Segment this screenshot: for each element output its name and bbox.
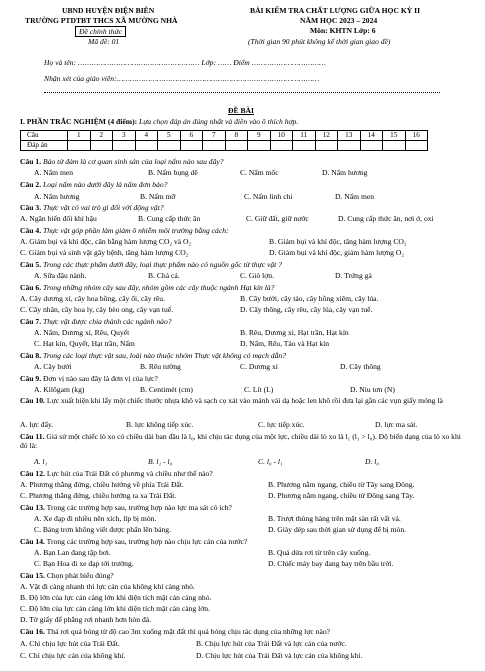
q9-option-c[interactable]: C. Lít (L) [244, 385, 274, 394]
question-13: Câu 13. Trong các trường hợp sau, trường hợp nào lực ma sát có ích? [20, 503, 232, 512]
question-14: Câu 14. Trong các trường hợp sau, trường hợp nào chịu lực cản của nước? [20, 537, 248, 546]
q1-option-c[interactable]: C. Nấm mốc [240, 168, 279, 177]
q16-option-d[interactable]: D. Chịu lực hút của Trái Đất và lực cản của không khí. [196, 651, 363, 660]
question-6: Câu 6. Trong những nhóm cây sau đây, nhóm gồm các cây thuộc ngành Hạt kín là? [20, 283, 275, 292]
question-number-cell: 4 [135, 131, 158, 141]
q7-option-d[interactable]: D. Nấm, Rêu, Tảo và Hạt kín [240, 339, 330, 348]
q11-option-b[interactable]: B. l₁ - l₀ [148, 457, 173, 466]
answer-table [20, 130, 428, 151]
subject: Môn: KHTN Lớp: 6 [310, 26, 376, 35]
q7-option-b[interactable]: B. Rêu, Dương xỉ, Hạt trần, Hạt kín [240, 328, 349, 337]
question-number-cell: 15 [383, 131, 406, 141]
question-15: Câu 15. Chọn phát biểu đúng? [20, 571, 114, 580]
question-9: Câu 9. Đơn vị nào sau đây là đơn vị của lực? [20, 374, 158, 383]
answer-cell[interactable] [203, 141, 226, 151]
q2-option-c[interactable]: C. Nấm linh chi [244, 192, 293, 201]
q6-option-c[interactable]: C. Cây nhãn, cây hoa ly, cây bèo ong, cây vạn tuế. [20, 305, 174, 314]
q12-option-b[interactable]: B. Phương nằm ngang, chiều từ Tây sang Đông. [268, 480, 415, 489]
q1-option-b[interactable]: B. Nấm bụng dê [148, 168, 198, 177]
q11-option-d[interactable]: D. l₀ [365, 457, 380, 466]
part1-heading [20, 117, 298, 126]
school-name: TRƯỜNG PTDTBT THCS XÃ MƯỜNG NHÀ [25, 16, 178, 25]
q15-option-a[interactable]: A. Vật đi càng nhanh thì lực cản của không khí càng nhỏ. [20, 582, 195, 591]
answer-table-header-row [21, 131, 428, 141]
q16-option-c[interactable]: C. Chỉ chịu lực cản của không khí. [20, 651, 126, 660]
q4-option-b[interactable]: B. Giảm bụi và khí độc, tăng hàm lượng CO₂ [269, 237, 407, 246]
exam-heading: ĐỀ BÀI [228, 106, 254, 115]
q6-option-d[interactable]: D. Cây thông, cây rêu, cây lúa, cây vạn tuế. [240, 305, 373, 314]
question-number-cell: 3 [113, 131, 136, 141]
q9-option-a[interactable]: A. Kilôgam (kg) [34, 385, 85, 394]
q12-option-d[interactable]: D. Phương nằm ngang, chiều từ Đông sang Tây. [268, 491, 415, 500]
q8-option-d[interactable]: D. Cây thông [340, 362, 381, 371]
question-11: Câu 11. Giả sử một chiếc lò xo có chiều dài ban đầu là l₀, khi chịu tác dụng của một lực, chiều dài lò xo là l₁ (l₁ > l₀). Độ biến dạng của lò xo khi đó là: [20, 432, 461, 451]
student-name-line: Họ và tên: ……………………………………………… Lớp: …… Điểm …………………………… [44, 58, 326, 67]
question-7: Câu 7. Thực vật được chia thành các ngành nào? [20, 317, 172, 326]
q10-option-c[interactable]: C. lực tiếp xúc. [258, 420, 305, 429]
q10-option-d[interactable]: D. lực ma sát. [375, 420, 418, 429]
answer-cell[interactable] [68, 141, 91, 151]
answer-cell[interactable] [248, 141, 271, 151]
official-label: Đề chính thức [75, 26, 126, 37]
question-number-cell: 5 [158, 131, 181, 141]
q8-option-c[interactable]: C. Dương xỉ [240, 362, 278, 371]
question-12: Câu 12. Lực hút của Trái Đất có phương và chiều như thế nào? [20, 469, 213, 478]
q11-option-c[interactable]: C. l₀ - l₁ [258, 457, 283, 466]
q8-option-a[interactable]: A. Cây bưởi [34, 362, 72, 371]
answer-cell[interactable] [405, 141, 428, 151]
exam-time: (Thời gian 90 phút không kể thời gian giao đề) [248, 37, 391, 46]
q11-option-a[interactable]: A. l₁ [34, 457, 48, 466]
question-number-cell: 9 [248, 131, 271, 141]
q3-option-c[interactable]: C. Giữ đất, giữ nước [246, 214, 309, 223]
q2-option-a[interactable]: A. Nấm hương [34, 192, 80, 201]
answer-cell[interactable] [113, 141, 136, 151]
question-number-cell: 8 [225, 131, 248, 141]
q9-option-d[interactable]: D. Niu tơn (N) [350, 385, 395, 394]
question-8: Câu 8. Trong các loại thực vật sau, loài nào thuộc nhóm Thực vật không có mạch dẫn? [20, 351, 286, 360]
question-16: Câu 16. Thả rơi quả bóng từ độ cao 3m xuống mặt đất thì quả bóng chịu tác dụng của những lực nào? [20, 627, 331, 636]
q7-option-a[interactable]: A. Nấm, Dương xỉ, Rêu, Quyết [34, 328, 130, 337]
q6-option-a[interactable]: A. Cây dương xỉ, cây hoa hồng, cây ổi, cây rêu. [20, 294, 165, 303]
q3-option-a[interactable]: A. Ngăn biến đổi khí hậu [20, 214, 97, 223]
answer-cell[interactable] [90, 141, 113, 151]
q13-option-a[interactable]: A. Xe đạp đi nhiều nên xích, líp bị mòn. [34, 514, 157, 523]
answer-cell[interactable] [383, 141, 406, 151]
q2-option-b[interactable]: B. Nấm mỡ [140, 192, 176, 201]
question-2: Câu 2. Loại nấm nào dưới đây là nấm đơn bào? [20, 180, 168, 189]
answer-cell[interactable] [225, 141, 248, 151]
table-row-label: Câu [21, 131, 68, 141]
q14-option-d[interactable]: D. Chiếc máy bay đang bay trên bầu trời. [268, 559, 394, 568]
q1-option-a[interactable]: A. Nấm men [34, 168, 74, 177]
school-district: UBND HUYỆN ĐIỆN BIÊN [62, 6, 155, 15]
answer-cell[interactable] [315, 141, 338, 151]
school-year: NĂM HỌC 2023 – 2024 [300, 16, 378, 25]
q5-option-d[interactable]: D. Trứng gà [335, 271, 372, 280]
question-number-cell: 12 [315, 131, 338, 141]
q10-option-b[interactable]: B. lực không tiếp xúc. [126, 420, 194, 429]
question-number-cell: 11 [293, 131, 316, 141]
q3-option-b[interactable]: B. Cung cấp thức ăn [138, 214, 201, 223]
q8-option-b[interactable]: B. Rêu tường [140, 362, 181, 371]
answer-cell[interactable] [135, 141, 158, 151]
question-number-cell: 7 [203, 131, 226, 141]
q5-option-c[interactable]: C. Giò lợn. [240, 271, 274, 280]
q13-option-b[interactable]: B. Trượt thùng hàng trên mặt sàn rất vất vả. [268, 514, 401, 523]
answer-cell[interactable] [270, 141, 293, 151]
q10-option-a[interactable]: A. lực đẩy. [20, 420, 54, 429]
question-number-cell: 6 [180, 131, 203, 141]
exam-title: BÀI KIỂM TRA CHẤT LƯỢNG GIỮA HỌC KỲ II [250, 6, 421, 15]
q4-option-c[interactable]: C. Giảm bụi và sinh vật gây bệnh, tăng hàm lượng CO₂ [20, 248, 189, 257]
q7-option-c[interactable]: C. Hạt kín, Quyết, Hạt trần, Nấm [34, 339, 135, 348]
teacher-comment-line: Nhận xét của giáo viên:……………………………………………………………………………… [44, 74, 320, 83]
question-4: Câu 4. Thực vật góp phần làm giảm ô nhiễm môi trường bằng cách: [20, 226, 229, 235]
answer-table-answer-row [21, 141, 428, 151]
q4-option-d[interactable]: D. Giảm bụi và khí độc, giảm hàm lượng O₂ [269, 248, 405, 257]
q14-option-c[interactable]: C. Bạn Hoa đi xe đạp tới trường. [34, 559, 134, 568]
q5-option-a[interactable]: A. Sữa đậu nành. [34, 271, 87, 280]
question-number-cell: 2 [90, 131, 113, 141]
q6-option-b[interactable]: B. Cây bưởi, cây táo, cây hồng xiêm, cây lúa. [240, 294, 379, 303]
answer-cell[interactable] [158, 141, 181, 151]
exam-code: Mã đề: 01 [88, 37, 120, 46]
q16-option-b[interactable]: B. Chịu lực hút của Trái Đất và lực cản của nước. [196, 639, 347, 648]
q15-option-b[interactable]: B. Độ lớn của lực cản càng lớn khi diện tích mặt cản càng nhỏ. [20, 593, 212, 602]
q5-option-b[interactable]: B. Chả cá. [148, 271, 180, 280]
q14-option-b[interactable]: B. Quả dừa rơi từ trên cây xuống. [268, 548, 371, 557]
answer-cell[interactable] [293, 141, 316, 151]
q2-option-d[interactable]: D. Nấm men [335, 192, 375, 201]
question-number-cell: 16 [405, 131, 428, 141]
q15-option-d[interactable]: D. Tờ giấy để phẳng rơi nhanh hơn hòn đá. [20, 615, 152, 624]
q14-option-a[interactable]: A. Bạn Lan đang tập bơi. [34, 548, 111, 557]
part1-instruction: Lựa chọn đáp án đúng nhất và điền vào ô thích hợp. [137, 117, 299, 126]
q3-option-d[interactable]: D. Cung cấp thức ăn, nơi ở, oxi [338, 214, 434, 223]
question-1: Câu 1. Bào tử đảm là cơ quan sinh sản của loại nấm nào sau đây? [20, 157, 224, 166]
question-5: Câu 5. Trong các thực phẩm dưới đây, loại thực phẩm nào có nguồn gốc từ thực vật ? [20, 260, 282, 269]
q12-option-c[interactable]: C. Phương thẳng đứng, chiều hướng ra xa Trái Đất. [20, 491, 177, 500]
answer-cell[interactable] [360, 141, 383, 151]
question-number-cell: 10 [270, 131, 293, 141]
question-number-cell: 1 [68, 131, 91, 141]
q16-option-a[interactable]: A. Chỉ chịu lực hút của Trái Đất. [20, 639, 120, 648]
answer-cell[interactable] [180, 141, 203, 151]
part1-title: I. PHẦN TRẮC NGHIỆM (4 điểm): [20, 117, 138, 126]
q1-option-d[interactable]: D. Nấm hương [322, 168, 368, 177]
table-row-label: Đáp án [21, 141, 68, 151]
q13-option-d[interactable]: D. Giày dép sau thời gian sử dụng đế bị mòn. [268, 525, 407, 534]
comment-dotted-line [44, 86, 440, 93]
question-10: Câu 10. Lực xuất hiện khi lấy một chiếc thước nhựa khô và sạch cọ xát vào mảnh vải dạ hoặc len khô rồi đưa lại gần các vụn giấy móng là [20, 396, 443, 405]
q9-option-b[interactable]: B. Centimét (cm) [140, 385, 193, 394]
q4-option-a[interactable]: A. Giảm bụi và khí độc, cân bằng hàm lượng CO₂ và O₂ [20, 237, 192, 246]
q13-option-c[interactable]: C. Bảng trơn không viết được phấn lên bảng. [34, 525, 171, 534]
answer-cell[interactable] [338, 141, 361, 151]
q12-option-a[interactable]: A. Phương thẳng đứng, chiều hướng về phía Trái Đất. [20, 480, 184, 489]
question-number-cell: 13 [338, 131, 361, 141]
q15-option-c[interactable]: C. Độ lớn của lực cản càng lớn khi diện tích mặt cản càng lớn. [20, 604, 210, 613]
question-number-cell: 14 [360, 131, 383, 141]
question-3: Câu 3. Thực vật có vai trò gì đối với động vật? [20, 203, 164, 212]
